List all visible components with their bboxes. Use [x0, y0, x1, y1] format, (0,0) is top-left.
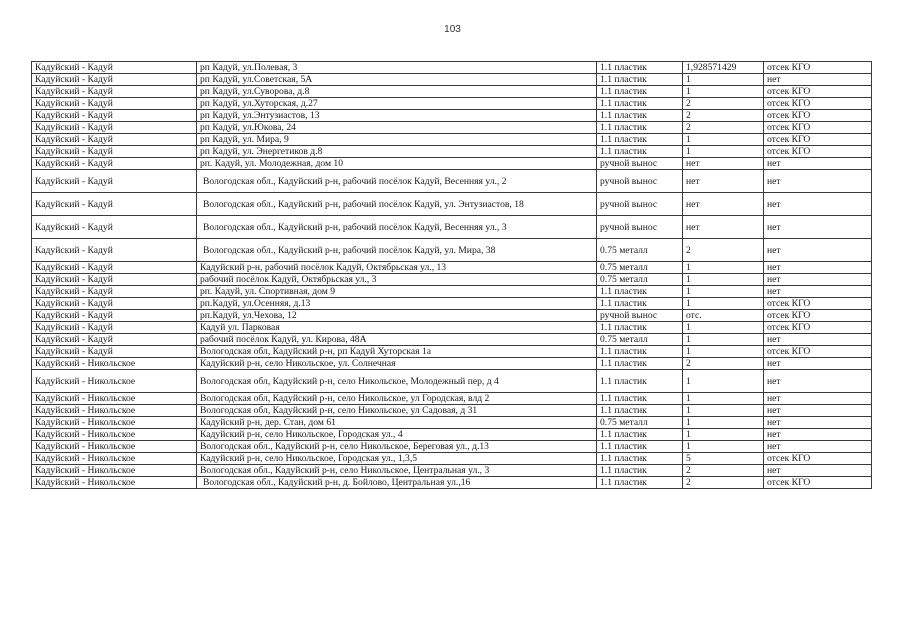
table-row [32, 193, 872, 216]
table-row [32, 262, 872, 274]
table-row [32, 122, 872, 134]
cell-separate-compartment: отсек КГО [764, 322, 872, 334]
cell-address: рп. Кадуй, ул. Молодежная, дом 10 [197, 158, 597, 170]
cell-container-type: 1.1 пластик [597, 453, 683, 465]
cell-municipality: Кадуйский - Кадуй [32, 310, 197, 322]
table-row [32, 146, 872, 158]
cell-address: рабочий посёлок Кадуй, ул. Кирова, 48А [197, 334, 597, 346]
cell-container-count: 1 [683, 393, 764, 405]
cell-container-count: 1 [683, 370, 764, 393]
cell-container-type: 1.1 пластик [597, 98, 683, 110]
cell-container-count: 1,928571429 [683, 62, 764, 74]
table-row [32, 310, 872, 322]
cell-container-count: 1 [683, 322, 764, 334]
cell-address: Вологодская обл, Кадуйский р-н, село Никольское, ул Городская, влд 2 [197, 393, 597, 405]
cell-container-type: 1.1 пластик [597, 146, 683, 158]
table-body [32, 62, 872, 489]
cell-container-count: 2 [683, 465, 764, 477]
cell-container-count: 2 [683, 477, 764, 489]
table-row [32, 358, 872, 370]
cell-municipality: Кадуйский - Никольское [32, 405, 197, 417]
cell-separate-compartment: нет [764, 370, 872, 393]
cell-separate-compartment: нет [764, 441, 872, 453]
cell-container-count: 1 [683, 262, 764, 274]
cell-address: Вологодская обл., Кадуйский р-н, д. Бойлово, Центральная ул.,16 [197, 477, 597, 489]
cell-container-type: 1.1 пластик [597, 441, 683, 453]
cell-separate-compartment: нет [764, 74, 872, 86]
cell-address: рп.Кадуй, ул.Чехова, 12 [197, 310, 597, 322]
container-sites-table [31, 61, 872, 489]
cell-container-count: 2 [683, 122, 764, 134]
cell-container-type: 1.1 пластик [597, 405, 683, 417]
cell-container-count: 5 [683, 453, 764, 465]
cell-address: Кадуйский р-н, дер. Стан, дом 61 [197, 417, 597, 429]
cell-separate-compartment: отсек КГО [764, 86, 872, 98]
cell-container-type: 1.1 пластик [597, 122, 683, 134]
table-row [32, 86, 872, 98]
table-row [32, 465, 872, 477]
cell-container-type: 0.75 металл [597, 262, 683, 274]
cell-separate-compartment: нет [764, 158, 872, 170]
cell-container-count: 1 [683, 417, 764, 429]
cell-separate-compartment: отсек КГО [764, 453, 872, 465]
cell-separate-compartment: отсек КГО [764, 346, 872, 358]
cell-municipality: Кадуйский - Кадуй [32, 170, 197, 193]
cell-address: Кадуйский р-н, село Никольское, Городская ул., 1,3,5 [197, 453, 597, 465]
table-row [32, 477, 872, 489]
cell-address: рп Кадуй, ул.Советская, 5А [197, 74, 597, 86]
cell-municipality: Кадуйский - Кадуй [32, 322, 197, 334]
cell-address: рп Кадуй, ул. Энергетиков д.8 [197, 146, 597, 158]
cell-separate-compartment: отсек КГО [764, 122, 872, 134]
cell-container-count: 2 [683, 110, 764, 122]
cell-municipality: Кадуйский - Кадуй [32, 146, 197, 158]
cell-container-count: 1 [683, 286, 764, 298]
cell-address: рабочий посёлок Кадуй, Октябрьская ул., 3 [197, 274, 597, 286]
cell-address: рп Кадуй, ул.Юкова, 24 [197, 122, 597, 134]
cell-container-count: нет [683, 216, 764, 239]
cell-municipality: Кадуйский - Кадуй [32, 86, 197, 98]
table-row [32, 346, 872, 358]
cell-municipality: Кадуйский - Кадуй [32, 98, 197, 110]
cell-container-type: 0.75 металл [597, 274, 683, 286]
cell-container-type: 1.1 пластик [597, 393, 683, 405]
cell-container-count: 1 [683, 346, 764, 358]
cell-address: Вологодская обл., Кадуйский р-н, рабочий посёлок Кадуй, Весенняя ул., 2 [197, 170, 597, 193]
cell-container-count: отс. [683, 310, 764, 322]
cell-municipality: Кадуйский - Никольское [32, 370, 197, 393]
table-row [32, 286, 872, 298]
cell-container-type: 1.1 пластик [597, 286, 683, 298]
cell-municipality: Кадуйский - Никольское [32, 453, 197, 465]
cell-separate-compartment: отсек КГО [764, 134, 872, 146]
cell-container-type: ручной вынос [597, 310, 683, 322]
cell-address: рп Кадуй, ул.Суворова, д.8 [197, 86, 597, 98]
cell-separate-compartment: нет [764, 405, 872, 417]
cell-container-type: 1.1 пластик [597, 370, 683, 393]
cell-container-type: 1.1 пластик [597, 346, 683, 358]
cell-municipality: Кадуйский - Никольское [32, 358, 197, 370]
cell-address: Кадуйский р-н, село Никольское, ул. Солнечная [197, 358, 597, 370]
cell-municipality: Кадуйский - Никольское [32, 465, 197, 477]
cell-separate-compartment: отсек КГО [764, 98, 872, 110]
cell-municipality: Кадуйский - Кадуй [32, 334, 197, 346]
cell-container-type: 1.1 пластик [597, 74, 683, 86]
cell-separate-compartment: нет [764, 286, 872, 298]
cell-separate-compartment: отсек КГО [764, 298, 872, 310]
cell-container-type: 1.1 пластик [597, 477, 683, 489]
cell-container-type: 1.1 пластик [597, 465, 683, 477]
table-row [32, 370, 872, 393]
cell-address: Вологодская обл., Кадуйский р-н, рабочий посёлок Кадуй, ул. Энтузиастов, 18 [197, 193, 597, 216]
cell-container-type: ручной вынос [597, 193, 683, 216]
cell-municipality: Кадуйский - Кадуй [32, 274, 197, 286]
table-row [32, 453, 872, 465]
cell-container-type: 0.75 металл [597, 334, 683, 346]
cell-municipality: Кадуйский - Никольское [32, 429, 197, 441]
cell-municipality: Кадуйский - Кадуй [32, 239, 197, 262]
cell-separate-compartment: нет [764, 393, 872, 405]
cell-container-count: 1 [683, 86, 764, 98]
cell-municipality: Кадуйский - Кадуй [32, 74, 197, 86]
cell-municipality: Кадуйский - Кадуй [32, 262, 197, 274]
cell-container-type: 1.1 пластик [597, 62, 683, 74]
cell-container-type: 1.1 пластик [597, 134, 683, 146]
cell-address: рп Кадуй, ул.Полевая, 3 [197, 62, 597, 74]
cell-container-count: 1 [683, 334, 764, 346]
cell-address: рп.Кадуй, ул.Осенняя, д.13 [197, 298, 597, 310]
table-row [32, 429, 872, 441]
cell-separate-compartment: отсек КГО [764, 477, 872, 489]
cell-container-count: 2 [683, 239, 764, 262]
table-row [32, 216, 872, 239]
cell-container-count: нет [683, 158, 764, 170]
cell-separate-compartment: нет [764, 216, 872, 239]
cell-container-count: 1 [683, 274, 764, 286]
table-row [32, 298, 872, 310]
table-row [32, 405, 872, 417]
cell-container-count: 1 [683, 146, 764, 158]
cell-separate-compartment: отсек КГО [764, 310, 872, 322]
cell-municipality: Кадуйский - Никольское [32, 441, 197, 453]
cell-address: Кадуй ул. Парковая [197, 322, 597, 334]
cell-container-type: 0.75 металл [597, 417, 683, 429]
cell-municipality: Кадуйский - Кадуй [32, 110, 197, 122]
cell-address: рп Кадуй, ул. Мира, 9 [197, 134, 597, 146]
cell-container-count: 1 [683, 441, 764, 453]
cell-container-count: нет [683, 193, 764, 216]
cell-separate-compartment: отсек КГО [764, 110, 872, 122]
cell-separate-compartment: нет [764, 465, 872, 477]
cell-address: Кадуйский р-н, село Никольское, Городская ул., 4 [197, 429, 597, 441]
cell-container-type: 0.75 металл [597, 239, 683, 262]
cell-container-type: ручной вынос [597, 158, 683, 170]
cell-municipality: Кадуйский - Кадуй [32, 286, 197, 298]
cell-separate-compartment: нет [764, 262, 872, 274]
cell-separate-compartment: нет [764, 358, 872, 370]
cell-container-type: 1.1 пластик [597, 298, 683, 310]
table-row [32, 334, 872, 346]
cell-address: рп. Кадуй, ул. Спортивная, дом 9 [197, 286, 597, 298]
cell-municipality: Кадуйский - Кадуй [32, 122, 197, 134]
table-row [32, 170, 872, 193]
table-row [32, 110, 872, 122]
cell-container-type: 1.1 пластик [597, 86, 683, 98]
cell-address: Вологодская обл., Кадуйский р-н, рабочий посёлок Кадуй, Весенняя ул., 3 [197, 216, 597, 239]
table-row [32, 62, 872, 74]
table-row [32, 393, 872, 405]
page-number: 103 [444, 24, 461, 35]
cell-separate-compartment: отсек КГО [764, 62, 872, 74]
cell-container-type: 1.1 пластик [597, 322, 683, 334]
table-row [32, 74, 872, 86]
table-row [32, 322, 872, 334]
cell-municipality: Кадуйский - Никольское [32, 393, 197, 405]
cell-container-count: 2 [683, 98, 764, 110]
cell-address: Вологодская обл., Кадуйский р-н, село Никольское, Центральная ул., 3 [197, 465, 597, 477]
cell-address: рп Кадуй, ул.Энтузиастов, 13 [197, 110, 597, 122]
cell-container-count: 1 [683, 429, 764, 441]
cell-container-count: нет [683, 170, 764, 193]
cell-separate-compartment: нет [764, 193, 872, 216]
cell-municipality: Кадуйский - Кадуй [32, 134, 197, 146]
table-row [32, 417, 872, 429]
table-row [32, 158, 872, 170]
cell-separate-compartment: нет [764, 429, 872, 441]
cell-container-count: 1 [683, 134, 764, 146]
cell-municipality: Кадуйский - Кадуй [32, 298, 197, 310]
table-row [32, 274, 872, 286]
cell-container-type: 1.1 пластик [597, 358, 683, 370]
cell-municipality: Кадуйский - Кадуй [32, 158, 197, 170]
cell-separate-compartment: нет [764, 239, 872, 262]
table-row [32, 134, 872, 146]
cell-municipality: Кадуйский - Кадуй [32, 346, 197, 358]
cell-container-type: 1.1 пластик [597, 110, 683, 122]
cell-container-type: 1.1 пластик [597, 429, 683, 441]
cell-municipality: Кадуйский - Никольское [32, 477, 197, 489]
cell-container-count: 1 [683, 405, 764, 417]
cell-municipality: Кадуйский - Кадуй [32, 62, 197, 74]
cell-municipality: Кадуйский - Кадуй [32, 193, 197, 216]
cell-address: Вологодская обл., Кадуйский р-н, рабочий посёлок Кадуй, ул. Мира, 38 [197, 239, 597, 262]
cell-container-type: ручной вынос [597, 170, 683, 193]
cell-address: Вологодская обл, Кадуйский р-н, рп Кадуй Хуторская 1а [197, 346, 597, 358]
cell-container-count: 2 [683, 358, 764, 370]
cell-separate-compartment: отсек КГО [764, 146, 872, 158]
cell-separate-compartment: нет [764, 274, 872, 286]
cell-container-count: 1 [683, 74, 764, 86]
cell-municipality: Кадуйский - Кадуй [32, 216, 197, 239]
cell-separate-compartment: нет [764, 334, 872, 346]
cell-address: Кадуйский р-н, рабочий посёлок Кадуй, Октябрьская ул., 13 [197, 262, 597, 274]
cell-container-count: 1 [683, 298, 764, 310]
cell-address: Вологодская обл, Кадуйский р-н, село Никольское, ул Садовая, д 31 [197, 405, 597, 417]
cell-address: рп Кадуй, ул.Хуторская, д.27 [197, 98, 597, 110]
cell-address: Вологодская обл, Кадуйский р-н, село Никольское, Молодежный пер, д 4 [197, 370, 597, 393]
table-row [32, 239, 872, 262]
table-row [32, 441, 872, 453]
cell-container-type: ручной вынос [597, 216, 683, 239]
table-row [32, 98, 872, 110]
cell-municipality: Кадуйский - Никольское [32, 417, 197, 429]
cell-address: Вологодская обл., Кадуйский р-н, село Никольское, Береговая ул., д.13 [197, 441, 597, 453]
cell-separate-compartment: нет [764, 170, 872, 193]
cell-separate-compartment: нет [764, 417, 872, 429]
